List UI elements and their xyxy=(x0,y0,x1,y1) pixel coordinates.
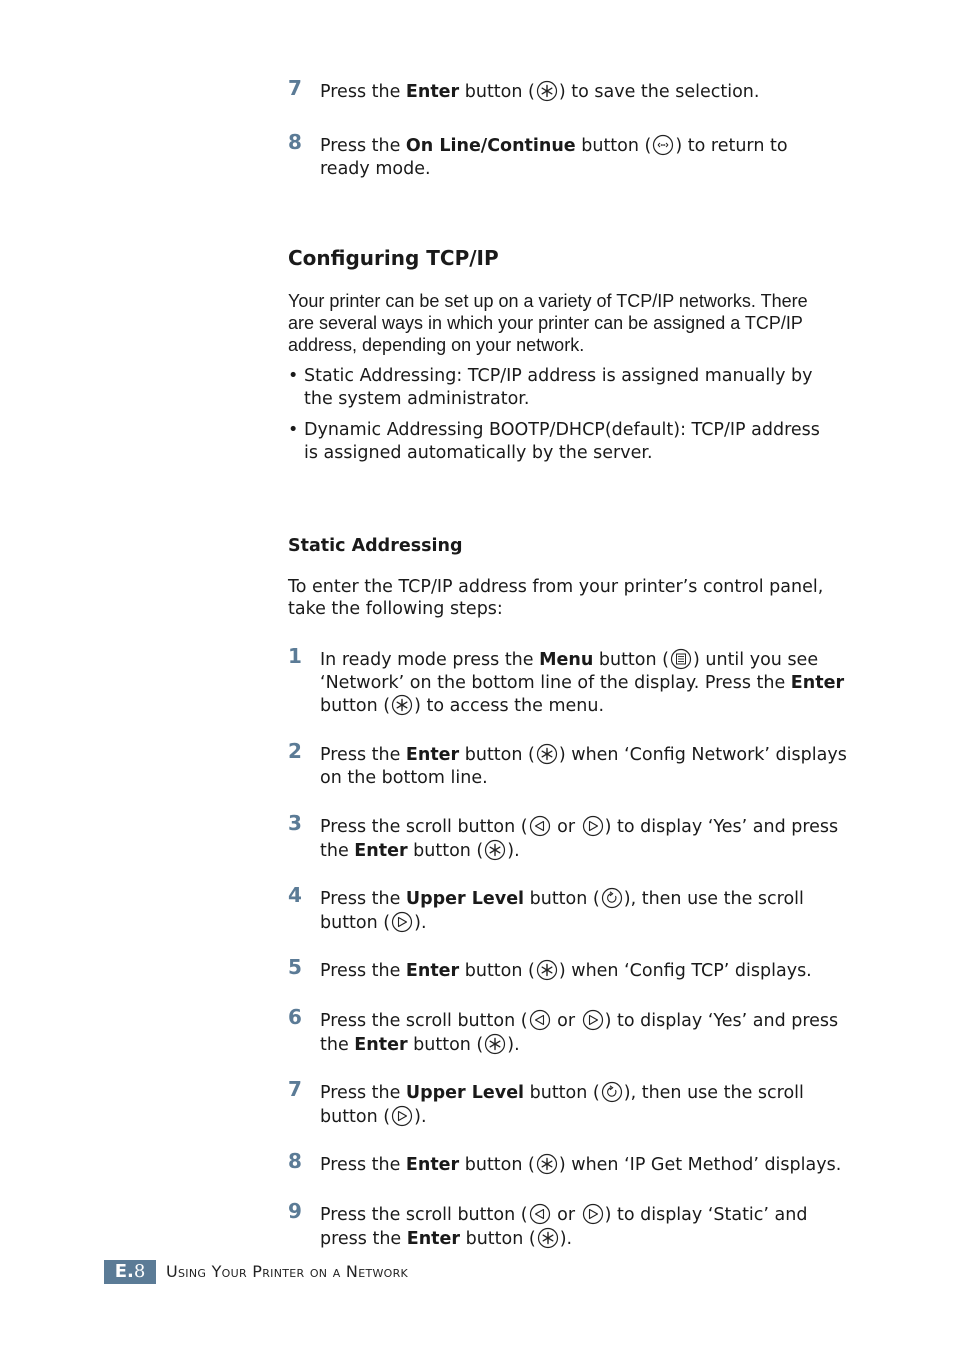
step-number: 7 xyxy=(288,76,302,100)
step-3 xyxy=(288,811,888,862)
page-number-tab: E.8 xyxy=(104,1260,156,1284)
step-5 xyxy=(288,955,888,983)
step-number: 4 xyxy=(288,883,302,907)
step-7 xyxy=(288,1077,888,1128)
enter-icon xyxy=(536,1153,558,1175)
step-text: Press the Upper Level button ( ), then use the scroll button ( ). xyxy=(320,1083,804,1127)
step-number: 3 xyxy=(288,811,302,835)
step-2 xyxy=(288,739,888,789)
step-7-save xyxy=(288,76,888,104)
upper-level-icon xyxy=(601,887,623,909)
scroll-left-icon xyxy=(529,1009,551,1031)
scroll-left-icon xyxy=(529,815,551,837)
step-9 xyxy=(288,1199,888,1250)
scroll-right-icon xyxy=(582,1009,604,1031)
bullet-static-addressing: • Static Addressing: TCP/IP address is assigned manually by the system administrator. xyxy=(288,366,813,409)
scroll-right-icon xyxy=(582,1203,604,1225)
online-continue-icon xyxy=(652,134,674,156)
enter-icon xyxy=(536,959,558,981)
step-text: Press the scroll button ( or ) to display ‘Yes’ and press the Enter button ( ). xyxy=(320,1011,839,1055)
scroll-right-icon xyxy=(582,815,604,837)
step-6 xyxy=(288,1005,888,1056)
step-number: 2 xyxy=(288,739,302,763)
step-8-online xyxy=(288,130,888,180)
step-text: In ready mode press the Menu button ( ) until you see ‘Network’ on the bottom line of the display. Press the Enter button ( ) to access the menu. xyxy=(320,650,845,716)
step-number: 1 xyxy=(288,644,302,668)
footer-chapter-title: Using Your Printer on a Network xyxy=(166,1262,409,1281)
bullet-dynamic-addressing: • Dynamic Addressing BOOTP/DHCP(default): TCP/IP address is assigned automatically by the server. xyxy=(288,420,820,463)
step-text: Press the Enter button ( ) when ‘Config Network’ displays on the bottom line. xyxy=(320,745,847,788)
step-number: 7 xyxy=(288,1077,302,1101)
step-4 xyxy=(288,883,888,934)
step-text: Press the Upper Level button ( ), then use the scroll button ( ). xyxy=(320,889,804,933)
step-text: Press the scroll button ( or ) to display ‘Static’ and press the Enter button ( ). xyxy=(320,1205,808,1249)
step-text: Press the Enter button ( ) when ‘Config TCP’ displays. xyxy=(320,961,812,981)
step-number: 8 xyxy=(288,1149,302,1173)
step-number: 8 xyxy=(288,130,302,154)
enter-icon xyxy=(484,839,506,861)
scroll-right-icon xyxy=(391,1105,413,1127)
enter-icon xyxy=(391,694,413,716)
section-heading-tcpip: Configuring TCP/IP xyxy=(288,246,499,270)
step-number: 9 xyxy=(288,1199,302,1223)
enter-icon xyxy=(536,80,558,102)
enter-icon xyxy=(484,1033,506,1055)
upper-level-icon xyxy=(601,1081,623,1103)
step-8 xyxy=(288,1149,888,1177)
step-number: 5 xyxy=(288,955,302,979)
enter-icon xyxy=(536,743,558,765)
step-text: Press the On Line/Continue button ( ) to return to ready mode. xyxy=(320,136,788,179)
step-text: Press the Enter button ( ) to save the selection. xyxy=(320,82,760,102)
section-heading-static: Static Addressing xyxy=(288,536,463,556)
step-text: Press the Enter button ( ) when ‘IP Get Method’ displays. xyxy=(320,1155,842,1175)
enter-icon xyxy=(537,1227,559,1249)
step-text: Press the scroll button ( or ) to display ‘Yes’ and press the Enter button ( ). xyxy=(320,817,839,861)
step-number: 6 xyxy=(288,1005,302,1029)
step-1 xyxy=(288,644,888,718)
tcpip-intro: Your printer can be set up on a variety of TCP/IP networks. There are several ways in which your printer can be assigned a TCP/IP address, depending on your network. xyxy=(288,291,808,355)
scroll-left-icon xyxy=(529,1203,551,1225)
menu-icon xyxy=(670,648,692,670)
scroll-right-icon xyxy=(391,911,413,933)
static-intro: To enter the TCP/IP address from your printer’s control panel, take the following steps: xyxy=(288,577,824,619)
